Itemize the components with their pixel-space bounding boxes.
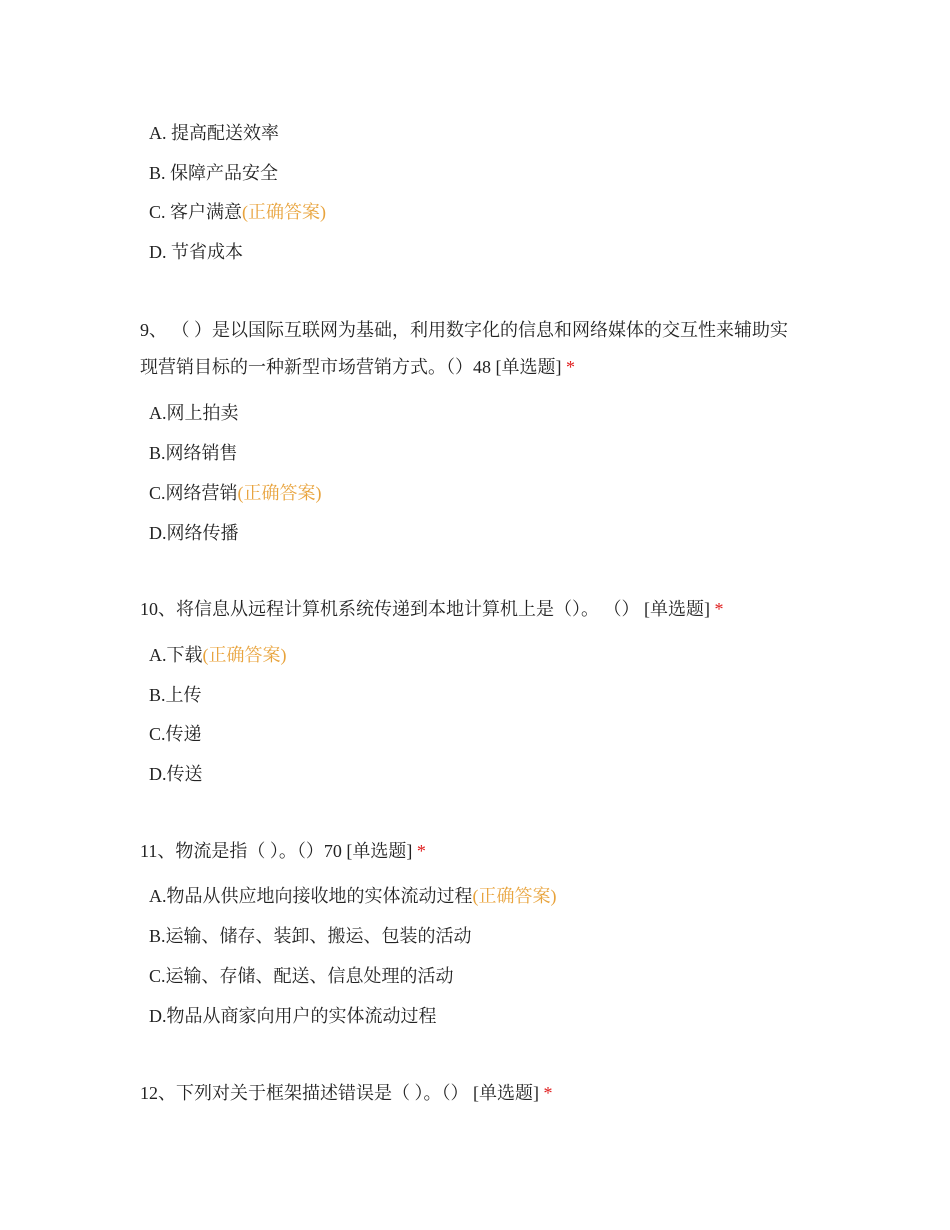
q12-question	[140, 1081, 553, 1105]
option-label: C. 客户满意	[149, 202, 243, 222]
question-text: 9、 （ ）是以国际互联网为基础，利用数字化的信息和网络媒体的交互性来辅助实	[140, 320, 788, 340]
correct-answer-tag: (正确答案)	[472, 886, 557, 906]
correct-answer-tag: (正确答案)	[242, 202, 327, 222]
option-label: B.上传	[149, 685, 202, 705]
q11-option-d[interactable]	[149, 1004, 437, 1028]
q11-option-b[interactable]	[149, 924, 472, 948]
q8-option-a[interactable]	[149, 121, 279, 145]
q10-option-d[interactable]	[149, 762, 203, 786]
question-text: 10、将信息从远程计算机系统传递到本地计算机上是（）。 （） [单选题]	[140, 599, 715, 619]
option-label: A. 提高配送效率	[149, 123, 279, 143]
option-label: C.运输、存储、配送、信息处理的活动	[149, 966, 454, 986]
q8-option-b[interactable]	[149, 161, 278, 185]
option-label: D.传送	[149, 764, 203, 784]
q10-option-c[interactable]	[149, 722, 202, 746]
option-label: B.网络销售	[149, 443, 238, 463]
required-star: *	[416, 841, 426, 861]
option-label: C.传递	[149, 724, 202, 744]
option-label: A.物品从供应地向接收地的实体流动过程	[149, 886, 473, 906]
option-label: A.网上拍卖	[149, 403, 239, 423]
q10-option-b[interactable]	[149, 683, 202, 707]
q8-option-c[interactable]	[149, 200, 326, 224]
option-label: B.运输、储存、装卸、搬运、包装的活动	[149, 926, 472, 946]
option-label: A.下载	[149, 645, 203, 665]
q9-question-line2	[140, 355, 575, 379]
q8-option-d[interactable]	[149, 240, 243, 264]
required-star: *	[566, 357, 575, 377]
question-text: 现营销目标的一种新型市场营销方式。（）48 [单选题]	[140, 357, 566, 377]
required-star: *	[714, 599, 724, 619]
q9-option-b[interactable]	[149, 441, 238, 465]
required-star: *	[543, 1083, 553, 1103]
q9-option-a[interactable]	[149, 401, 239, 425]
question-text: 12、下列对关于框架描述错误是（ ）。（） [单选题]	[140, 1083, 544, 1103]
q11-question	[140, 839, 426, 863]
correct-answer-tag: (正确答案)	[237, 483, 322, 503]
q9-option-d[interactable]	[149, 521, 239, 545]
q11-option-c[interactable]	[149, 964, 454, 988]
option-label: B. 保障产品安全	[149, 163, 279, 183]
q9-option-c[interactable]	[149, 481, 322, 505]
q10-question	[140, 597, 724, 621]
option-label: D.网络传播	[149, 523, 239, 543]
question-text: 11、物流是指（ ）。（）70 [单选题]	[140, 841, 417, 861]
correct-answer-tag: (正确答案)	[202, 645, 287, 665]
q9-question-line1	[140, 318, 788, 342]
q10-option-a[interactable]	[149, 643, 287, 667]
option-label: C.网络营销	[149, 483, 238, 503]
q11-option-a[interactable]	[149, 884, 557, 908]
option-label: D.物品从商家向用户的实体流动过程	[149, 1006, 437, 1026]
option-label: D. 节省成本	[149, 242, 243, 262]
